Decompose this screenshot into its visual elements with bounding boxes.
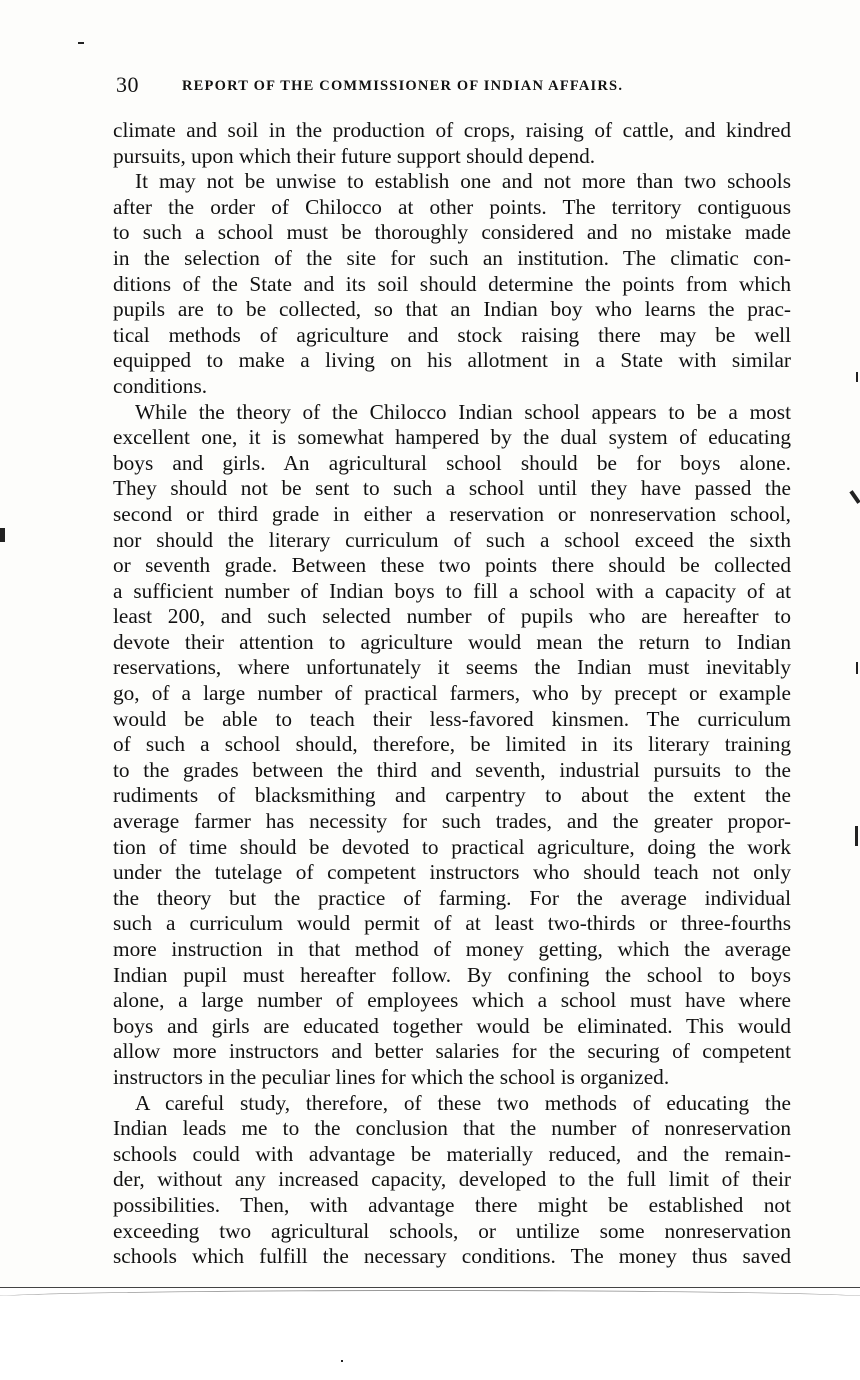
scan-mark xyxy=(341,1360,343,1362)
text-line: Indian pupil must hereafter follow. By confining the school to boys xyxy=(113,962,791,987)
text-line: second or third grade in either a reservation or nonreservation school, xyxy=(113,501,791,526)
scan-mark xyxy=(0,528,5,542)
text-line: It may not be unwise to establish one and not more than two schools xyxy=(135,169,791,194)
text-line: While the theory of the Chilocco Indian school appears to be a most xyxy=(135,399,791,424)
page-number: 30 xyxy=(116,72,139,97)
text-line: to the grades between the third and seventh, industrial pursuits to the xyxy=(113,757,791,782)
page-header xyxy=(116,72,796,100)
page-curl xyxy=(0,1290,860,1351)
scan-mark xyxy=(856,662,858,674)
text-line: tical methods of agriculture and stock raising there may be well xyxy=(113,322,791,347)
running-head: REPORT OF THE COMMISSIONER OF INDIAN AFFAIRS. xyxy=(182,78,624,94)
text-line: the theory but the practice of farming. For the average individual xyxy=(113,885,791,910)
text-line: in the selection of the site for such an institution. The climatic con- xyxy=(113,245,791,270)
text-line: go, of a large number of practical farmers, who by precept or example xyxy=(113,681,791,706)
text-line: allow more instructors and better salaries for the securing of competent xyxy=(113,1039,791,1064)
body-text xyxy=(113,118,791,1270)
text-line: or seventh grade. Between these two points there should be collected xyxy=(113,553,791,578)
text-line: exceeding two agricultural schools, or untilize some nonreservation xyxy=(113,1218,791,1243)
text-line: boys and girls are educated together would be eliminated. This would xyxy=(113,1013,791,1038)
paragraph-2 xyxy=(113,169,791,399)
text-line: under the tutelage of competent instructors who should teach not only xyxy=(113,860,791,885)
text-line: possibilities. Then, with advantage there might be established not xyxy=(113,1192,791,1217)
paragraph-1 xyxy=(113,118,791,169)
text-line: rudiments of blacksmithing and carpentry to about the extent the xyxy=(113,783,791,808)
text-line: ditions of the State and its soil should determine the points from which xyxy=(113,271,791,296)
text-line: schools which fulfill the necessary conditions. The money thus saved xyxy=(113,1244,791,1269)
text-line: tion of time should be devoted to practical agriculture, doing the work xyxy=(113,834,791,859)
text-line: a sufficient number of Indian boys to fill a school with a capacity of at xyxy=(113,578,791,603)
text-line: pursuits, upon which their future support should depend. xyxy=(113,143,596,168)
text-line: der, without any increased capacity, developed to the full limit of their xyxy=(113,1167,791,1192)
text-line: schools could with advantage be materially reduced, and the remain- xyxy=(113,1141,791,1166)
text-line: conditions. xyxy=(113,373,208,398)
text-line: pupils are to be collected, so that an Indian boy who learns the prac- xyxy=(113,297,791,322)
text-line: after the order of Chilocco at other points. The territory contiguous xyxy=(113,194,791,219)
paragraph-4 xyxy=(113,1091,791,1270)
text-line: average farmer has necessity for such trades, and the greater propor- xyxy=(113,809,791,834)
paragraph-3 xyxy=(113,400,791,1091)
text-line: excellent one, it is somewhat hampered by the dual system of educating xyxy=(113,425,791,450)
text-line: boys and girls. An agricultural school should be for boys alone. xyxy=(113,450,791,475)
text-line: reservations, where unfortunately it seems the Indian must inevitably xyxy=(113,655,791,680)
text-line: A careful study, therefore, of these two methods of educating the xyxy=(135,1090,791,1115)
text-line: equipped to make a living on his allotment in a State with similar xyxy=(113,348,791,373)
text-line: alone, a large number of employees which a school must have where xyxy=(113,988,791,1013)
text-line: least 200, and such selected number of pupils who are hereafter to xyxy=(113,604,791,629)
text-line: climate and soil in the production of crops, raising of cattle, and kindred xyxy=(113,118,791,142)
text-line: Indian leads me to the conclusion that the number of nonreservation xyxy=(113,1116,791,1141)
text-line: more instruction in that method of money getting, which the average xyxy=(113,937,791,961)
text-line: instructors in the peculiar lines for which the school is organized. xyxy=(113,1064,670,1089)
text-line: such a curriculum would permit of at least two-thirds or three-fourths xyxy=(113,911,791,936)
scan-mark xyxy=(849,490,860,504)
text-line: of such a school should, therefore, be limited in its literary training xyxy=(113,732,791,757)
scan-mark xyxy=(855,826,858,846)
scan-mark xyxy=(78,42,84,44)
text-line: nor should the literary curriculum of such a school exceed the sixth xyxy=(113,527,791,552)
text-line: devote their attention to agriculture would mean the return to Indian xyxy=(113,629,791,654)
scan-mark xyxy=(856,372,858,382)
text-line: to such a school must be thoroughly considered and no mistake made xyxy=(113,220,791,245)
text-line: They should not be sent to such a school until they have passed the xyxy=(113,476,791,501)
text-line: would be able to teach their less-favored kinsmen. The curriculum xyxy=(113,706,791,731)
